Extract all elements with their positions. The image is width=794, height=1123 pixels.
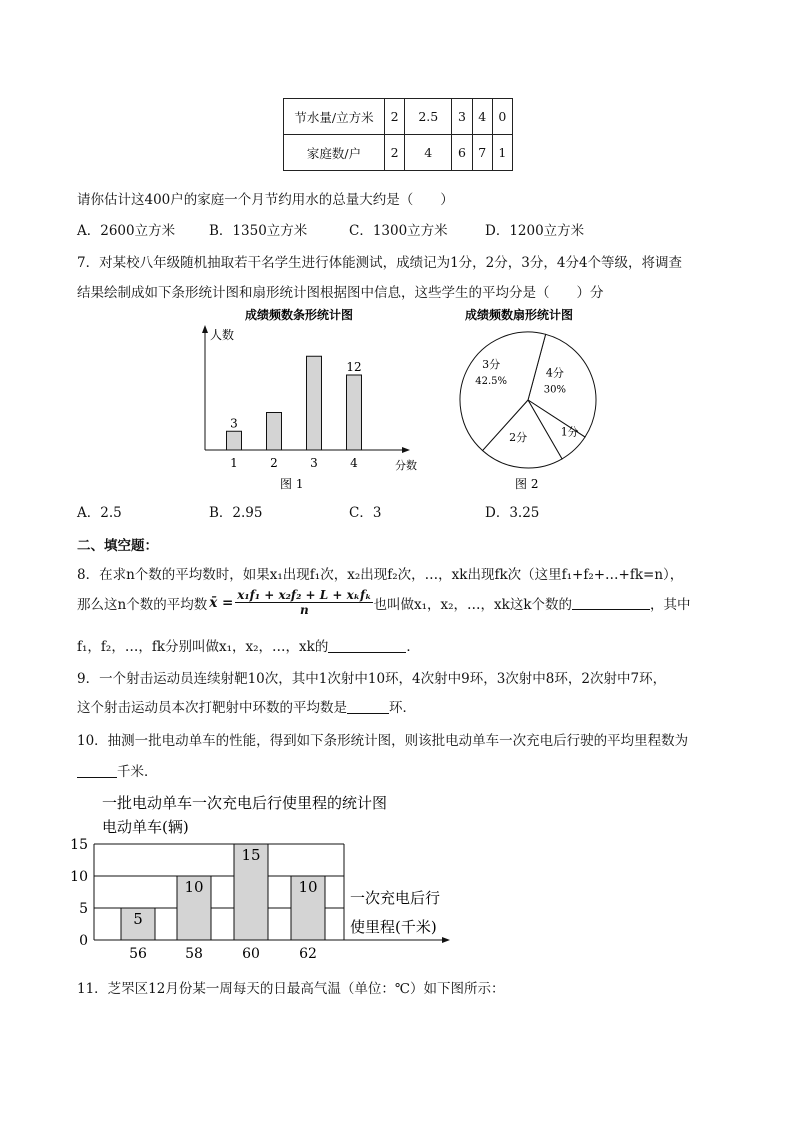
- figure-2-caption: 图 2: [515, 477, 539, 491]
- q7-option-b: B．2.95: [209, 505, 263, 521]
- table-cell: 4: [405, 135, 452, 171]
- q7-option-c: C．3: [349, 505, 382, 521]
- slice-label: 2分: [509, 431, 528, 445]
- mileage-y-label: 电动单车(辆): [102, 818, 189, 836]
- q7-line2: 结果绘制成如下条形统计图和扇形统计图根据图中信息，这些学生的平均分是（ ）分: [77, 285, 604, 301]
- q8-line3: [77, 635, 420, 655]
- x-axis-label: 分数: [395, 459, 417, 472]
- formula-numerator: x₁f₁ + x₂f₂ + L + xₖfₖ: [237, 588, 372, 602]
- table-cell: 2.5: [405, 99, 452, 135]
- x-tick-label: 62: [299, 946, 317, 962]
- q8-line2-post: 也叫做x₁，x₂，…，xk这k个数的: [373, 596, 572, 613]
- y-axis-arrow-icon: [202, 325, 208, 333]
- slice-percent-label: 30%: [543, 384, 567, 396]
- answer-blank[interactable]: [328, 638, 406, 653]
- mileage-x-label-line1: 一次充电后行: [350, 889, 441, 907]
- table-cell: 7: [472, 135, 492, 171]
- x-tick-label: 56: [129, 946, 147, 962]
- table-row: [284, 99, 513, 135]
- y-tick-label: 15: [70, 837, 88, 853]
- q6-option-b: B．1350立方米: [209, 223, 308, 239]
- slice-label: 4分: [545, 366, 564, 380]
- formula-denominator: n: [300, 603, 309, 617]
- figure-1-caption: 图 1: [280, 477, 304, 491]
- data-label: 12: [346, 360, 362, 374]
- table-cell: 6: [452, 135, 472, 171]
- y-axis-label: 人数: [210, 328, 235, 342]
- x-tick-label: 1: [230, 456, 238, 470]
- mileage-x-label-line2: 使里程(千米): [350, 918, 437, 936]
- y-tick-label: 0: [79, 933, 88, 949]
- x-tick-label: 60: [242, 946, 260, 962]
- answer-blank[interactable]: [572, 595, 650, 610]
- q10-line2-end: 千米．: [117, 764, 158, 780]
- q6-option-d: D．1200立方米: [485, 223, 585, 239]
- data-label: 10: [298, 878, 318, 896]
- data-label: 3: [230, 416, 238, 431]
- bar: [307, 356, 322, 450]
- table-cell: 2: [385, 135, 405, 171]
- x-tick-label: 58: [185, 946, 203, 962]
- q8-line2-end: ，其中: [650, 596, 691, 613]
- q7-option-d: D．3.25: [485, 505, 540, 521]
- q9-line2-end: 环．: [389, 700, 416, 716]
- table-cell: 家庭数/户: [284, 135, 385, 171]
- x-axis-arrow-icon: [402, 447, 410, 453]
- table-cell: 3: [452, 99, 472, 135]
- table-cell: 节水量/立方米: [284, 99, 385, 135]
- answer-blank[interactable]: [77, 763, 117, 778]
- data-label: 10: [184, 878, 204, 896]
- water-saving-table: [283, 98, 513, 171]
- slice-label: 1分: [560, 425, 579, 439]
- q9-line2-pre: 这个射击运动员本次打靶射中环数的平均数是: [77, 700, 347, 716]
- section-heading: 二、填空题：: [77, 538, 158, 554]
- x-tick-label: 4: [350, 456, 358, 470]
- data-label: 5: [133, 910, 143, 928]
- q8-line3-pre: f₁，f₂，…，fk分别叫做x₁，x₂，…，xk的: [77, 639, 329, 655]
- bar: [347, 375, 362, 450]
- q10-line2: [77, 760, 158, 780]
- x-axis-arrow-icon: [442, 937, 450, 943]
- mean-symbol: x̄ =: [209, 594, 234, 611]
- y-tick-label: 5: [79, 901, 88, 917]
- bar: [267, 413, 282, 451]
- table-cell: 0: [492, 99, 512, 135]
- bars: [227, 356, 362, 470]
- table-cell: 4: [472, 99, 492, 135]
- answer-blank[interactable]: [347, 699, 389, 714]
- q8-line2: [77, 588, 691, 617]
- mileage-chart-title: 一批电动单车一次充电后行使里程的统计图: [102, 794, 388, 812]
- q10-line1: 10．抽测一批电动单车的性能，得到如下条形统计图，则该批电动单车一次充电后行驶的平均里程数为: [77, 733, 689, 749]
- q6-option-a: A．2600立方米: [77, 223, 176, 239]
- table-row: [284, 135, 513, 171]
- q8-line1: 8．在求n个数的平均数时，如果x₁出现f₁次，x₂出现f₂次，…，xk出现fk次（这里f₁+f₂+…+fk=n），: [77, 567, 684, 583]
- bar-chart-title: 成绩频数条形统计图: [245, 308, 354, 322]
- table-cell: 2: [385, 99, 405, 135]
- mileage-bar-chart: [70, 788, 470, 963]
- data-label: 15: [241, 846, 261, 864]
- q8-line2-pre: 那么这n个数的平均数: [77, 596, 208, 613]
- q8-line3-end: ．: [406, 639, 420, 655]
- x-tick-label: 3: [310, 456, 318, 470]
- q11-line1: 11．芝罘区12月份某一周每天的日最高气温（单位：℃）如下图所示：: [77, 981, 505, 997]
- score-bar-chart: [190, 305, 430, 495]
- pie-slices: [460, 332, 596, 468]
- bar: [227, 431, 242, 450]
- slice-percent-label: 42.5%: [475, 376, 508, 388]
- q6-prompt: 请你估计这400户的家庭一个月节约用水的总量大约是（ ）: [77, 192, 454, 208]
- score-pie-chart: [450, 305, 610, 495]
- mean-formula: [235, 588, 373, 617]
- x-tick-label: 2: [270, 456, 278, 470]
- q6-option-c: C．1300立方米: [349, 223, 448, 239]
- slice-label: 3分: [482, 358, 501, 372]
- q7-option-a: A．2.5: [77, 505, 122, 521]
- q9-line1: 9．一个射击运动员连续射靶10次，其中1次射中10环，4次射中9环，3次射中8环，2次射中7环，: [77, 671, 667, 687]
- bars: [121, 844, 325, 962]
- y-tick-label: 10: [70, 869, 88, 885]
- pie-chart-title: 成绩频数扇形统计图: [465, 308, 574, 322]
- q9-line2: [77, 696, 416, 716]
- q7-line1: 7．对某校八年级随机抽取若干名学生进行体能测试，成绩记为1分，2分，3分，4分4个等级，将调查: [77, 255, 683, 271]
- table-cell: 1: [492, 135, 512, 171]
